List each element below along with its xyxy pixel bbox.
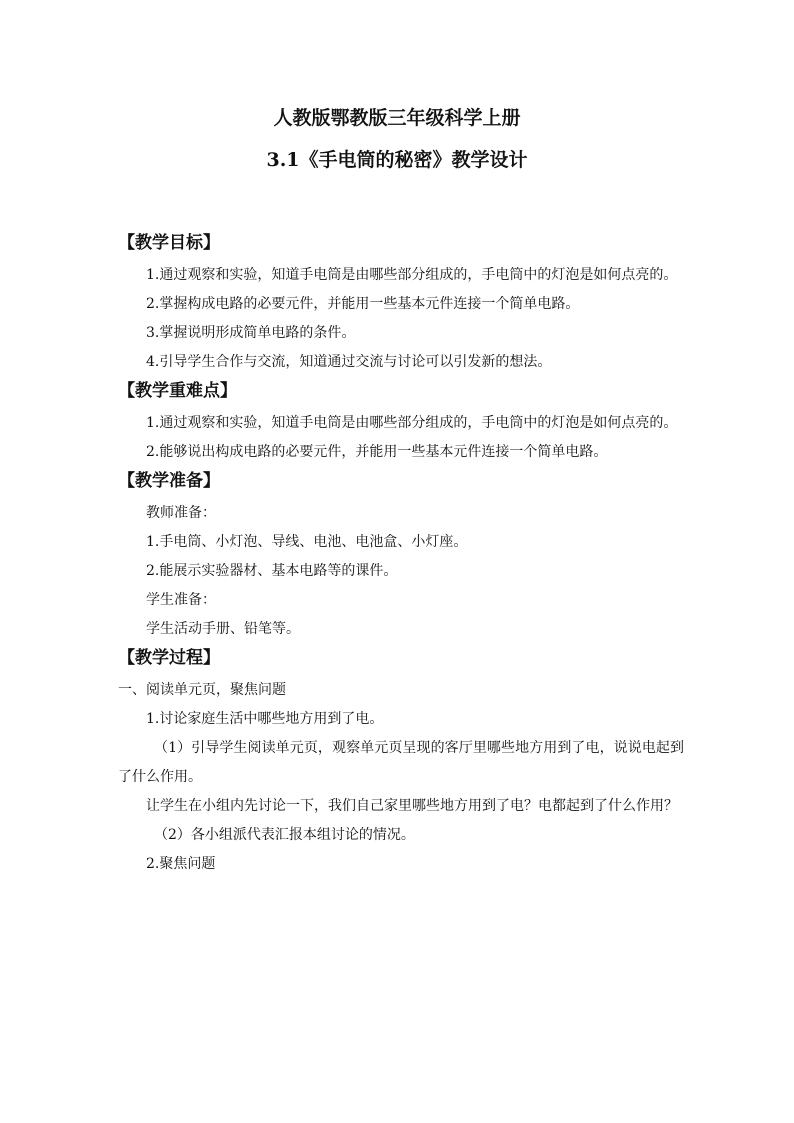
process-step1: 1.讨论家庭生活中哪些地方用到了电。 [146, 711, 384, 727]
document-title-line2: 3.1《手电筒的秘密》教学设计 [266, 149, 528, 171]
process-step2: 2.聚焦问题 [146, 856, 216, 872]
document-body [118, 231, 684, 879]
section-heading-objectives: 【教学目标】 [118, 233, 220, 253]
process-step1-sub2: （2）各小组派代表汇报本组讨论的情况。 [154, 827, 415, 843]
key-point-item-1: 1.通过观察和实验，知道手电筒是由哪些部分组成的，手电筒中的灯泡是如何点亮的。 [146, 415, 678, 431]
student-prep-label: 学生准备： [146, 592, 216, 608]
objective-item-4: 4.引导学生合作与交流，知道通过交流与讨论可以引发新的想法。 [146, 354, 552, 370]
section-heading-preparation: 【教学准备】 [118, 471, 220, 491]
document-title-line1: 人教版鄂教版三年级科学上册 [273, 107, 521, 129]
section-heading-process: 【教学过程】 [118, 648, 220, 668]
student-prep-item-1: 学生活动手册、铅笔等。 [146, 621, 300, 637]
section-heading-key-points: 【教学重难点】 [118, 381, 237, 401]
teacher-prep-label: 教师准备： [146, 505, 216, 521]
objective-item-2: 2.掌握构成电路的必要元件，并能用一些基本元件连接一个简单电路。 [146, 296, 580, 312]
teacher-prep-item-2: 2.能展示实验器材、基本电路等的课件。 [146, 563, 398, 579]
key-point-item-2: 2.能够说出构成电路的必要元件，并能用一些基本元件连接一个简单电路。 [146, 444, 608, 460]
objective-item-3: 3.掌握说明形成简单电路的条件。 [146, 325, 356, 341]
process-step1-sub1: （1）引导学生阅读单元页，观察单元页呈现的客厅里哪些地方用到了电，说说电起到了什么作用。 [118, 740, 684, 785]
objective-item-1: 1.通过观察和实验，知道手电筒是由哪些部分组成的，手电筒中的灯泡是如何点亮的。 [146, 267, 678, 283]
process-step1-note: 让学生在小组内先讨论一下，我们自己家里哪些地方用到了电？电都起到了什么作用？ [146, 798, 678, 814]
process-part1-title: 一、阅读单元页，聚焦问题 [118, 682, 286, 698]
teacher-prep-item-1: 1.手电筒、小灯泡、导线、电池、电池盒、小灯座。 [146, 534, 468, 550]
